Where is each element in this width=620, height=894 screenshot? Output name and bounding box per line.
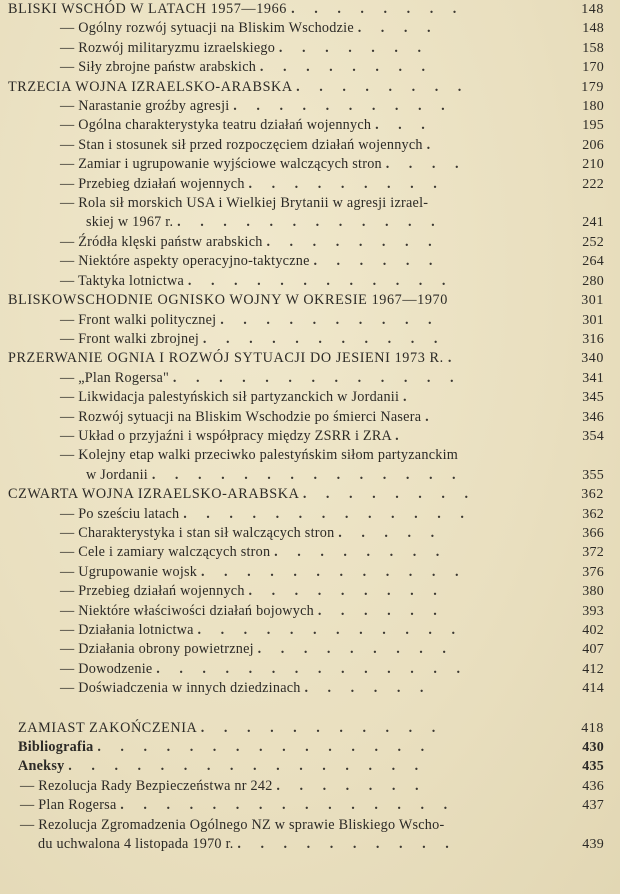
dot-leader: . . . . . . bbox=[317, 602, 445, 619]
toc-entry bbox=[0, 388, 620, 407]
dot-leader: . . . . . . . . . . . . . bbox=[172, 369, 462, 386]
toc-chapter-entry bbox=[0, 291, 620, 310]
toc-page-number: 435 bbox=[582, 759, 604, 775]
toc-entry-text bbox=[60, 679, 620, 698]
toc-entry-title: — Działania lotnictwa bbox=[60, 622, 194, 638]
toc-page-number: 241 bbox=[582, 215, 604, 231]
toc-entry-title: — Ugrupowanie wojsk bbox=[60, 563, 198, 580]
toc-page-number: 179 bbox=[581, 79, 604, 95]
toc-page-number: 158 bbox=[582, 40, 604, 56]
toc-spacer bbox=[0, 699, 620, 719]
dot-leader: . . . bbox=[375, 117, 433, 134]
toc-entry-text bbox=[18, 738, 620, 757]
toc-entry-title: w Jordanii bbox=[86, 466, 149, 483]
toc-entry-text bbox=[18, 757, 620, 776]
dot-leader: . . . . . . . . . . bbox=[237, 836, 457, 853]
toc-page-number: 437 bbox=[582, 798, 604, 814]
toc-chapter-entry bbox=[0, 78, 620, 97]
toc-entry-title: — Rola sił morskich USA i Wielkiej Brytanii w agresji izrael- bbox=[60, 195, 429, 212]
toc-entry bbox=[0, 311, 620, 330]
toc-entry-title: BLISKOWSCHODNIE OGNISKO WOJNY W OKRESIE 1967—1970 bbox=[8, 292, 448, 309]
toc-entry bbox=[0, 640, 620, 659]
dot-leader: . . . . . . . . bbox=[296, 78, 470, 95]
dot-leader: . . . . . . . . . . bbox=[233, 98, 453, 115]
toc-page-number: 170 bbox=[582, 60, 604, 76]
dot-leader: . bbox=[402, 389, 415, 406]
toc-page-number: 210 bbox=[582, 157, 604, 173]
toc-page-number: 280 bbox=[582, 273, 604, 289]
toc-entry-text bbox=[86, 466, 620, 485]
toc-entry-text bbox=[20, 816, 620, 835]
toc-page-number: 362 bbox=[581, 487, 604, 503]
dot-leader: . . . . . . . bbox=[278, 39, 430, 56]
toc-entry bbox=[0, 155, 620, 174]
toc-page-number: 346 bbox=[582, 409, 604, 425]
toc-entry-text bbox=[60, 252, 620, 271]
dot-leader: . . . . . . . . bbox=[259, 59, 434, 76]
toc-entry bbox=[0, 194, 620, 213]
toc-entry-title: — Narastanie groźby agresji bbox=[60, 98, 230, 115]
dot-leader: . bbox=[425, 408, 437, 425]
toc-page-number: 393 bbox=[582, 603, 604, 619]
toc-page-number: 418 bbox=[581, 720, 604, 736]
toc-entry bbox=[0, 136, 620, 155]
toc-entry bbox=[0, 563, 620, 582]
toc-entry-text bbox=[60, 39, 620, 58]
toc-entry-title: PRZERWANIE OGNIA I ROZWÓJ SYTUACJI DO JESIENI 1973 R. bbox=[8, 350, 444, 367]
toc-entry bbox=[0, 427, 620, 446]
toc-entry-title: — Doświadczenia w innych dziedzinach bbox=[60, 680, 301, 697]
toc-entry-text bbox=[60, 582, 620, 601]
toc-entry-text bbox=[60, 446, 620, 465]
dot-leader: . . . . . . . . . . . . . . bbox=[151, 466, 464, 483]
toc-entry-title: — Źródła klęski państw arabskich bbox=[60, 233, 263, 250]
toc-entry-text bbox=[60, 155, 620, 174]
toc-entry-text bbox=[60, 427, 620, 446]
toc-entry-title: — Likwidacja palestyńskich sił partyzanckich w Jordanii bbox=[60, 389, 400, 406]
dot-leader: . bbox=[426, 136, 439, 153]
toc-entry bbox=[0, 543, 620, 562]
toc-page-number: 430 bbox=[582, 740, 604, 756]
toc-entry-title: — Działania obrony powietrznej bbox=[60, 641, 254, 658]
toc-entry bbox=[0, 116, 620, 135]
toc-entry bbox=[0, 757, 620, 776]
toc-entry bbox=[0, 58, 620, 77]
toc-entry-title: du uchwalona 4 listopada 1970 r. bbox=[38, 836, 234, 853]
toc-entry bbox=[0, 660, 620, 679]
toc-entry-title: — Przebieg działań wojennych bbox=[60, 175, 245, 192]
toc-page-number: 316 bbox=[582, 331, 604, 347]
toc-chapter-entry bbox=[0, 719, 620, 738]
toc-entry-text bbox=[20, 796, 620, 815]
toc-entry bbox=[0, 582, 620, 601]
toc-entry-title: skiej w 1967 r. bbox=[86, 214, 174, 231]
toc-entry-text bbox=[86, 213, 620, 232]
toc-entry-text bbox=[60, 233, 620, 252]
toc-entry-text bbox=[60, 194, 620, 213]
toc-page-number: 372 bbox=[582, 545, 604, 561]
dot-leader: . . . . . . . . . bbox=[257, 641, 454, 658]
toc-entry bbox=[0, 175, 620, 194]
dot-leader: . . . . . . . . bbox=[302, 486, 477, 503]
toc-page-number: 264 bbox=[582, 254, 604, 270]
dot-leader: . . . . . . . bbox=[276, 777, 427, 794]
toc-entry-text bbox=[60, 505, 620, 524]
toc-entry-title: — Przebieg działań wojennych bbox=[60, 583, 245, 600]
toc-entry bbox=[0, 19, 620, 38]
toc-entry-text bbox=[60, 175, 620, 194]
toc-entry-title: — Rozwój militaryzmu izraelskiego bbox=[60, 39, 276, 56]
toc-entry bbox=[0, 97, 620, 116]
toc-entry-title: — Plan Rogersa bbox=[20, 797, 117, 814]
toc-chapter-entry bbox=[0, 485, 620, 504]
toc-entry bbox=[0, 816, 620, 835]
toc-entry-text bbox=[60, 640, 620, 659]
toc-entry bbox=[0, 233, 620, 252]
toc-entry-title: — Zamiar i ugrupowanie wyjściowe walczących stron bbox=[60, 156, 382, 173]
toc-entry-text bbox=[60, 563, 620, 582]
toc-entry-title: — Front walki politycznej bbox=[60, 311, 217, 328]
toc-entry-title: Aneksy bbox=[18, 758, 65, 775]
toc-page-number: 436 bbox=[582, 778, 604, 794]
dot-leader: . . . . . . . . . . . . bbox=[200, 563, 467, 580]
toc-entry-title: — Siły zbrojne państw arabskich bbox=[60, 59, 257, 76]
toc-entry-title: — Cele i zamiary walczących stron bbox=[60, 544, 271, 561]
toc-page-number: 366 bbox=[582, 525, 604, 541]
toc-entry-text bbox=[60, 58, 620, 77]
toc-entry bbox=[0, 446, 620, 465]
toc-entry-text bbox=[60, 388, 620, 407]
toc-page-number: 222 bbox=[582, 176, 604, 192]
dot-leader: . . . . . . . . . . bbox=[220, 311, 440, 328]
toc-entry-text bbox=[18, 719, 620, 738]
toc-entry-title: BLISKI WSCHÓD W LATACH 1957—1966 bbox=[8, 1, 287, 17]
toc-page-number: 345 bbox=[582, 390, 604, 406]
toc-entry bbox=[0, 272, 620, 291]
toc-entry-title: — Stan i stosunek sił przed rozpoczęciem działań wojennych bbox=[60, 136, 423, 153]
toc-entry-title: — Niektóre właściwości działań bojowych bbox=[60, 602, 315, 619]
toc-entry bbox=[0, 330, 620, 349]
toc-entry-text bbox=[60, 116, 620, 135]
dot-leader: . . . . . . . . . bbox=[248, 583, 445, 600]
dot-leader: . . . . . . . . bbox=[274, 544, 448, 561]
toc-entry bbox=[0, 679, 620, 698]
toc-page-number: 362 bbox=[582, 506, 604, 522]
dot-leader: . . . . bbox=[385, 156, 467, 173]
toc-page-number: 195 bbox=[582, 118, 604, 134]
dot-leader: . . . . . . . . . . . . . bbox=[183, 505, 472, 522]
toc-entry-text bbox=[60, 524, 620, 543]
toc-entry-text bbox=[8, 291, 620, 310]
toc-entry-text bbox=[60, 543, 620, 562]
toc-entry-title: — Ogólny rozwój sytuacji na Bliskim Wschodzie bbox=[60, 20, 354, 37]
toc-entry-title: CZWARTA WOJNA IZRAELSKO-ARABSKA bbox=[8, 486, 299, 503]
toc-entry-title: — Układ o przyjaźni i współpracy między ZSRR i ZRA bbox=[60, 427, 392, 444]
toc-entry-title: — Dowodzenie bbox=[60, 660, 153, 677]
toc-entry bbox=[0, 738, 620, 757]
toc-entry-title: — Rezolucja Zgromadzenia Ogólnego NZ w sprawie Bliskiego Wscho- bbox=[20, 816, 445, 833]
dot-leader: . . . . . . bbox=[304, 680, 432, 697]
toc-entry-title: — Niektóre aspekty operacyjno-taktyczne bbox=[60, 253, 310, 270]
dot-leader: . . . . . . . . . . . bbox=[200, 719, 444, 736]
toc-page-number: 301 bbox=[582, 312, 604, 328]
toc-entry-title: — „Plan Rogersa" bbox=[60, 369, 170, 386]
toc-entry-text bbox=[60, 408, 620, 427]
toc-chapter-entry bbox=[0, 0, 620, 19]
toc-page-number: 206 bbox=[582, 137, 604, 153]
toc-entry-text bbox=[60, 136, 620, 155]
toc-page-number: 439 bbox=[582, 837, 604, 853]
toc-entry-title: — Charakterystyka i stan sił walczących stron bbox=[60, 524, 335, 541]
toc-entry bbox=[0, 602, 620, 621]
toc-page-number: 380 bbox=[582, 584, 604, 600]
toc-entry bbox=[0, 835, 620, 854]
toc-page-number: 414 bbox=[582, 681, 604, 697]
toc-entry-title: TRZECIA WOJNA IZRAELSKO-ARABSKA bbox=[8, 78, 292, 95]
toc-entry-text bbox=[60, 602, 620, 621]
toc-entry-title: — Ogólna charakterystyka teatru działań wojennych bbox=[60, 117, 372, 134]
toc-page-number: 148 bbox=[581, 2, 604, 17]
toc-page-number: 407 bbox=[582, 642, 604, 658]
dot-leader: . . . . . . . . . . . . . . bbox=[156, 660, 468, 677]
toc-entry-text bbox=[60, 272, 620, 291]
toc-entry-title: — Taktyka lotnictwa bbox=[60, 272, 185, 289]
toc-entry-title: — Po sześciu latach bbox=[60, 505, 180, 522]
toc-entry-title: ZAMIAST ZAKOŃCZENIA bbox=[18, 719, 197, 736]
toc-page-number: 354 bbox=[582, 428, 604, 444]
toc-entry bbox=[0, 39, 620, 58]
toc-entry bbox=[0, 524, 620, 543]
dot-leader: . . . . . . . . . . . . bbox=[187, 272, 454, 289]
toc-page-number: 402 bbox=[582, 623, 604, 638]
toc-entry-text bbox=[60, 97, 620, 116]
dot-leader: . . . . bbox=[357, 20, 439, 37]
toc-entry-text bbox=[38, 835, 620, 854]
dot-leader: . . . . . . . . . bbox=[248, 175, 445, 192]
toc-entry bbox=[0, 408, 620, 427]
toc-entry-text bbox=[8, 485, 620, 504]
toc-entry bbox=[0, 777, 620, 796]
toc-entry-title: — Rozwój sytuacji na Bliskim Wschodzie po śmierci Nasera bbox=[60, 408, 422, 425]
dot-leader: . . . . . . . . bbox=[291, 1, 465, 17]
toc-page-number: 341 bbox=[582, 370, 604, 386]
dot-leader: . . . . . . . . bbox=[266, 233, 440, 250]
toc-entry-title: — Kolejny etap walki przeciwko palestyńskim siłom partyzanckim bbox=[60, 447, 459, 464]
toc-entry-text bbox=[60, 330, 620, 349]
toc-entry bbox=[0, 621, 620, 640]
toc-entry-text bbox=[60, 19, 620, 38]
toc-entry-text bbox=[60, 311, 620, 330]
toc-page-number: 355 bbox=[582, 467, 604, 483]
toc-entry bbox=[0, 796, 620, 815]
dot-leader: . . . . . . . . . . . . . . . bbox=[120, 797, 456, 814]
toc-entry bbox=[0, 213, 620, 232]
toc-page-number: 180 bbox=[582, 99, 604, 115]
toc-entry-text bbox=[20, 777, 620, 796]
toc-page-number: 376 bbox=[582, 564, 604, 580]
dot-leader: . . . . . bbox=[338, 524, 443, 541]
toc-entry-text bbox=[60, 621, 620, 640]
toc-entry bbox=[0, 466, 620, 485]
dot-leader: . . . . . . . . . . . bbox=[202, 330, 446, 347]
toc-page-number: 252 bbox=[582, 234, 604, 250]
toc-entry bbox=[0, 369, 620, 388]
toc-entry-text bbox=[8, 0, 620, 19]
dot-leader: . . . . . . bbox=[313, 253, 441, 270]
toc-entry-title: Bibliografia bbox=[18, 739, 94, 756]
toc-entry-title: — Front walki zbrojnej bbox=[60, 330, 200, 347]
toc-entry-text bbox=[60, 660, 620, 679]
toc-entry bbox=[0, 252, 620, 271]
toc-page-number: 412 bbox=[582, 661, 604, 677]
toc-page-number: 148 bbox=[582, 21, 604, 37]
toc-entry bbox=[0, 505, 620, 524]
dot-leader: . . . . . . . . . . . . . . . . bbox=[68, 758, 427, 775]
dot-leader: . . . . . . . . . . . . . . . bbox=[97, 739, 433, 756]
toc-entry-text bbox=[8, 349, 620, 368]
toc-entry-text bbox=[8, 78, 620, 97]
dot-leader: . bbox=[447, 350, 460, 367]
toc-entry-title: — Rezolucja Rady Bezpieczeństwa nr 242 bbox=[20, 777, 273, 794]
dot-leader: . . . . . . . . . . . . bbox=[177, 214, 443, 231]
toc-entry-text bbox=[60, 369, 620, 388]
toc-page-number: 340 bbox=[581, 351, 604, 367]
toc-chapter-entry bbox=[0, 349, 620, 368]
dot-leader: . . . . . . . . . . . . bbox=[197, 622, 464, 638]
dot-leader: . bbox=[395, 427, 407, 444]
toc-page-number: 301 bbox=[581, 293, 604, 309]
